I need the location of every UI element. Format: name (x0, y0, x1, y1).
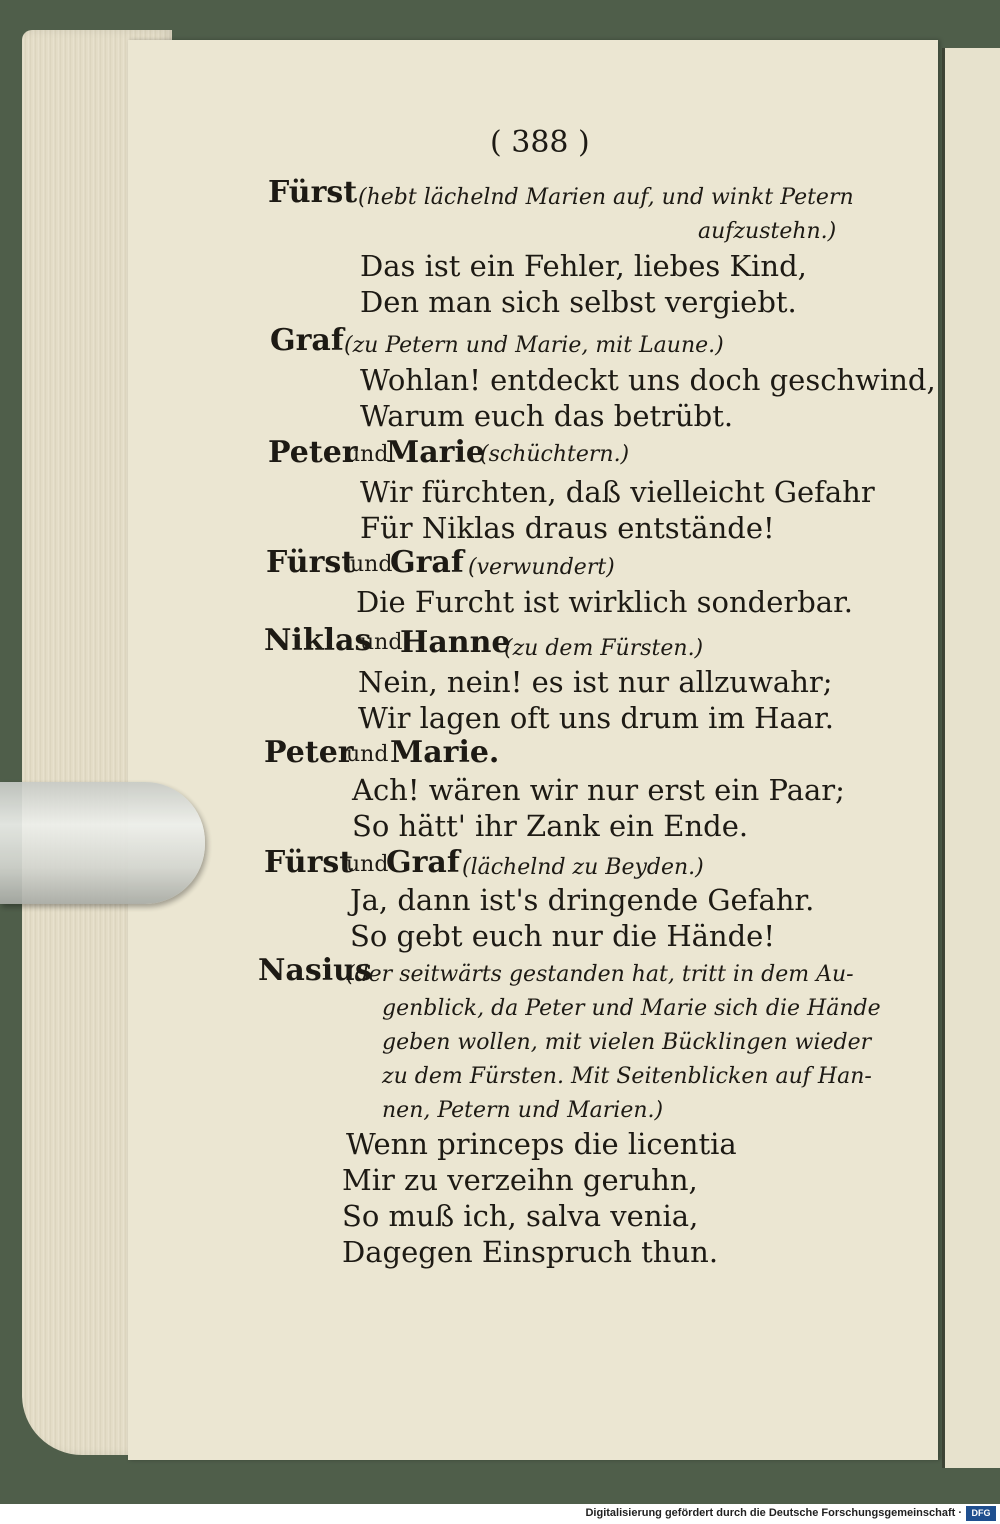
verse-line: Den man sich selbst vergiebt. (360, 285, 797, 319)
funding-credit: Digitalisierung gefördert durch die Deutsche Forschungsgemeinschaft · (585, 1507, 962, 1519)
footer-bar (0, 1504, 1000, 1524)
stage-direction: (der seitwärts gestanden hat, tritt in dem Au- (346, 962, 854, 987)
speaker-name: Fürst (264, 845, 354, 880)
verse-line: Wohlan! entdeckt uns doch geschwind, (360, 363, 936, 397)
verse-line: Wir fürchten, daß vielleicht Gefahr (360, 475, 875, 509)
verse-line: Ja, dann ist's dringende Gefahr. (350, 883, 815, 917)
speaker-name: Niklas (264, 623, 372, 658)
verse-line: So hätt' ihr Zank ein Ende. (352, 809, 749, 843)
book-page (128, 40, 938, 1460)
speaker-name: Peter (264, 735, 354, 770)
speaker-name: Graf (390, 545, 464, 580)
speaker-name: Fürst (268, 175, 358, 210)
speaker-connector: und (346, 852, 389, 877)
stage-direction: (zu dem Fürsten.) (504, 636, 704, 661)
speaker-name: Fürst (266, 545, 356, 580)
facing-page (942, 48, 1000, 1468)
speaker-name: Hanne (400, 625, 511, 660)
verse-line: Wir lagen oft uns drum im Haar. (358, 701, 834, 735)
speaker-name: Marie. (390, 735, 500, 770)
verse-line: So gebt euch nur die Hände! (350, 919, 775, 953)
speaker-name: Graf (386, 845, 460, 880)
speaker-name: Nasius (258, 953, 372, 988)
verse-line: Das ist ein Fehler, liebes Kind, (360, 249, 807, 283)
stage-direction: zu dem Fürsten. Mit Seitenblicken auf Han- (382, 1064, 872, 1089)
stage-direction: geben wollen, mit vielen Bücklingen wieder (382, 1030, 872, 1055)
verse-line: Nein, nein! es ist nur allzuwahr; (358, 665, 833, 699)
stage-direction: (hebt lächelnd Marien auf, und winkt Petern (358, 185, 854, 210)
page-number: ( 388 ) (490, 125, 590, 160)
stage-direction: (verwundert) (468, 555, 615, 580)
stage-direction: (lächelnd zu Beyden.) (462, 855, 704, 880)
stage-direction: genblick, da Peter und Marie sich die Hände (382, 996, 881, 1021)
dfg-logo: DFG (966, 1506, 996, 1521)
verse-line: Dagegen Einspruch thun. (342, 1235, 719, 1269)
speaker-name: Graf (270, 323, 344, 358)
speaker-connector: und (350, 552, 393, 577)
speaker-connector: und (346, 742, 389, 767)
verse-line: Warum euch das betrübt. (360, 399, 734, 433)
speaker-connector: und (346, 442, 389, 467)
verse-line: Ach! wären wir nur erst ein Paar; (352, 773, 845, 807)
verse-line: Die Furcht ist wirklich sonderbar. (356, 585, 853, 619)
stage-direction: (zu Petern und Marie, mit Laune.) (344, 333, 724, 358)
verse-line: Mir zu verzeihn geruhn, (342, 1163, 698, 1197)
speaker-name: Peter (268, 435, 358, 470)
speaker-name: Marie (386, 435, 485, 470)
stage-direction: nen, Petern und Marien.) (382, 1098, 664, 1123)
verse-line: So muß ich, salva venia, (342, 1199, 699, 1233)
page-holder-clip (0, 782, 205, 904)
speaker-connector: und (360, 630, 403, 655)
stage-direction: aufzustehn.) (698, 219, 837, 244)
stage-direction: (schüchtern.) (480, 442, 630, 467)
verse-line: Für Niklas draus entstände! (360, 511, 775, 545)
verse-line: Wenn princeps die licentia (346, 1127, 737, 1161)
